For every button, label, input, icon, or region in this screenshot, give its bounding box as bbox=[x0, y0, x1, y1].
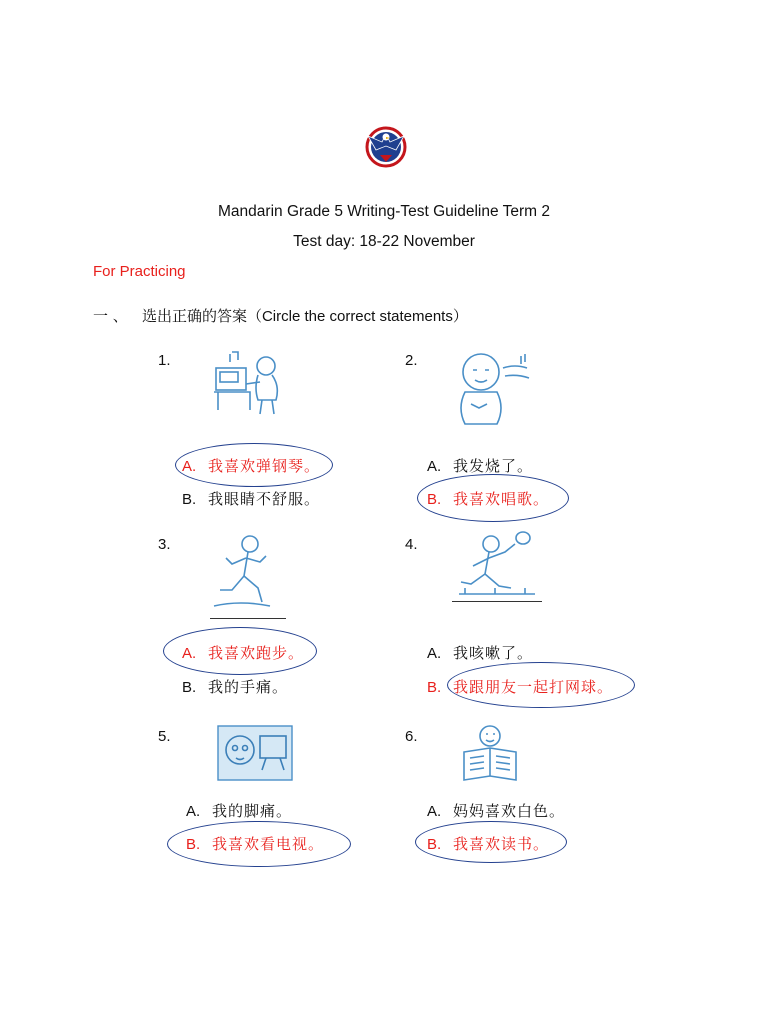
question-5-option-b[interactable]: B. 我喜欢看电视。 bbox=[186, 835, 325, 853]
question-1-option-a[interactable]: A. 我喜欢弹钢琴。 bbox=[182, 457, 321, 475]
singing-person-icon bbox=[445, 348, 537, 430]
question-4-option-a[interactable]: A. 我咳嗽了。 bbox=[427, 644, 534, 662]
question-2-number: 2. bbox=[405, 352, 418, 369]
section-heading bbox=[93, 305, 468, 326]
piano-player-icon bbox=[210, 348, 286, 416]
tennis-player-icon bbox=[455, 530, 539, 600]
reading-book-icon bbox=[460, 722, 522, 784]
school-eagle-logo-icon bbox=[362, 122, 410, 170]
question-5-number: 5. bbox=[158, 728, 171, 745]
question-3-number: 3. bbox=[158, 536, 171, 553]
answer-circle-6 bbox=[415, 821, 567, 863]
picture-4-underline bbox=[452, 601, 542, 602]
document-title: Mandarin Grade 5 Writing-Test Guideline Term 2 bbox=[218, 203, 550, 220]
picture-3-underline bbox=[210, 618, 286, 619]
section-instruction: 选出正确的答案（Circle the correct statements） bbox=[141, 308, 468, 325]
question-6-option-a[interactable]: A. 妈妈喜欢白色。 bbox=[427, 802, 566, 820]
question-5-option-a[interactable]: A. 我的脚痛。 bbox=[186, 802, 293, 820]
question-2-option-a[interactable]: A. 我发烧了。 bbox=[427, 457, 534, 475]
question-6-option-b[interactable]: B. 我喜欢读书。 bbox=[427, 835, 550, 853]
answer-circle-5 bbox=[167, 821, 351, 867]
question-1-number: 1. bbox=[158, 352, 171, 369]
answer-circle-3 bbox=[163, 627, 317, 675]
question-3-option-a[interactable]: A. 我喜欢跑步。 bbox=[182, 644, 305, 662]
answer-circle-1 bbox=[175, 443, 333, 487]
question-2-option-b[interactable]: B. 我喜欢唱歌。 bbox=[427, 490, 550, 508]
question-3-option-b[interactable]: B. 我的手痛。 bbox=[182, 678, 289, 696]
watching-tv-icon bbox=[216, 722, 294, 784]
for-practicing-label: For Practicing bbox=[93, 263, 186, 280]
question-4-option-b[interactable]: B. 我跟朋友一起打网球。 bbox=[427, 678, 614, 696]
running-boy-icon bbox=[210, 532, 284, 612]
test-day: Test day: 18-22 November bbox=[293, 233, 475, 250]
answer-circle-4 bbox=[447, 662, 635, 708]
question-1-option-b[interactable]: B. 我眼睛不舒服。 bbox=[182, 490, 321, 508]
question-4-number: 4. bbox=[405, 536, 418, 553]
section-number: 一 、 bbox=[93, 307, 128, 325]
answer-circle-2 bbox=[417, 474, 569, 522]
question-6-number: 6. bbox=[405, 728, 418, 745]
